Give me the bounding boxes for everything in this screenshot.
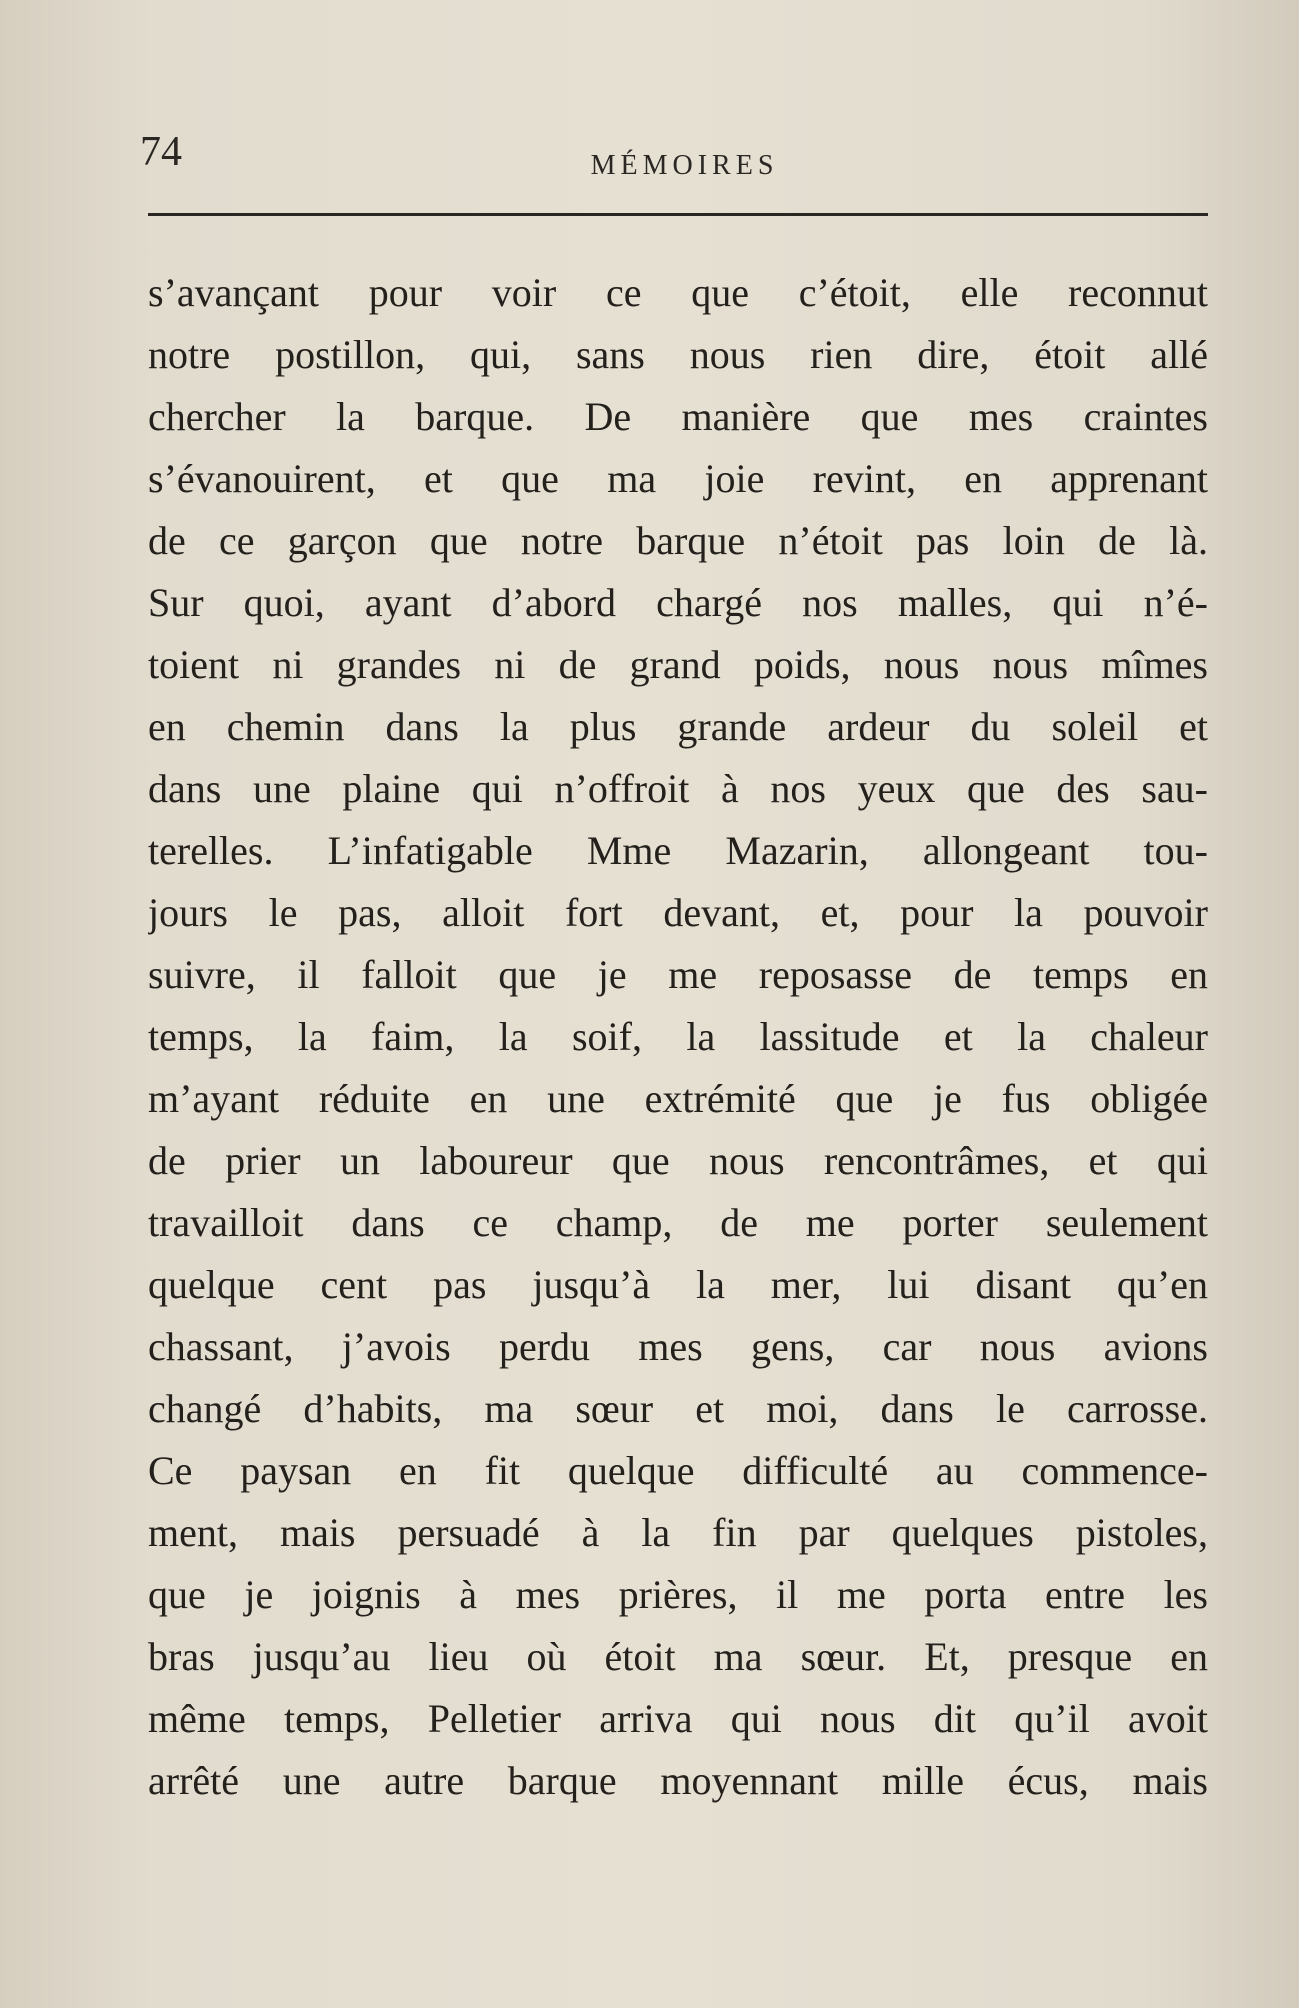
text-line: ment, mais persuadé à la fin par quelques pistoles, — [148, 1510, 1208, 1555]
text-line: chercher la barque. De manière que mes craintes — [148, 394, 1208, 439]
body-text — [148, 262, 1208, 1812]
text-line: changé d’habits, ma sœur et moi, dans le carrosse. — [148, 1386, 1208, 1431]
text-line: m’ayant réduite en une extrémité que je fus obligée — [148, 1076, 1208, 1121]
text-line: s’avançant pour voir ce que c’étoit, elle reconnut — [148, 270, 1208, 315]
text-line: dans une plaine qui n’offroit à nos yeux que des sau- — [148, 766, 1208, 811]
text-line: que je joignis à mes prières, il me porta entre les — [148, 1572, 1208, 1617]
text-line: en chemin dans la plus grande ardeur du soleil et — [148, 704, 1208, 749]
text-line: jours le pas, alloit fort devant, et, pour la pouvoir — [148, 890, 1208, 935]
text-line: s’évanouirent, et que ma joie revint, en apprenant — [148, 456, 1208, 501]
text-line: quelque cent pas jusqu’à la mer, lui disant qu’en — [148, 1262, 1208, 1307]
text-line: travailloit dans ce champ, de me porter seulement — [148, 1200, 1208, 1245]
text-line: Ce paysan en fit quelque difficulté au commence- — [148, 1448, 1208, 1493]
text-line: toient ni grandes ni de grand poids, nous nous mîmes — [148, 642, 1208, 687]
text-line: notre postillon, qui, sans nous rien dire, étoit allé — [148, 332, 1208, 377]
text-line: bras jusqu’au lieu où étoit ma sœur. Et, presque en — [148, 1634, 1208, 1679]
text-line: Sur quoi, ayant d’abord chargé nos malles, qui n’é- — [148, 580, 1208, 625]
text-line: suivre, il falloit que je me reposasse de temps en — [148, 952, 1208, 997]
text-line: terelles. L’infatigable Mme Mazarin, allongeant tou- — [148, 828, 1208, 873]
page-number: 74 — [140, 129, 182, 175]
text-line: de prier un laboureur que nous rencontrâmes, et qui — [148, 1138, 1208, 1183]
running-head: MÉMOIRES — [590, 150, 779, 181]
text-line: même temps, Pelletier arriva qui nous dit qu’il avoit — [148, 1696, 1208, 1741]
text-line: de ce garçon que notre barque n’étoit pas loin de là. — [148, 518, 1208, 563]
text-line: temps, la faim, la soif, la lassitude et la chaleur — [148, 1014, 1208, 1059]
header-rule — [148, 213, 1208, 216]
text-line: chassant, j’avois perdu mes gens, car nous avions — [148, 1324, 1208, 1369]
text-line: arrêté une autre barque moyennant mille écus, mais — [148, 1758, 1208, 1803]
